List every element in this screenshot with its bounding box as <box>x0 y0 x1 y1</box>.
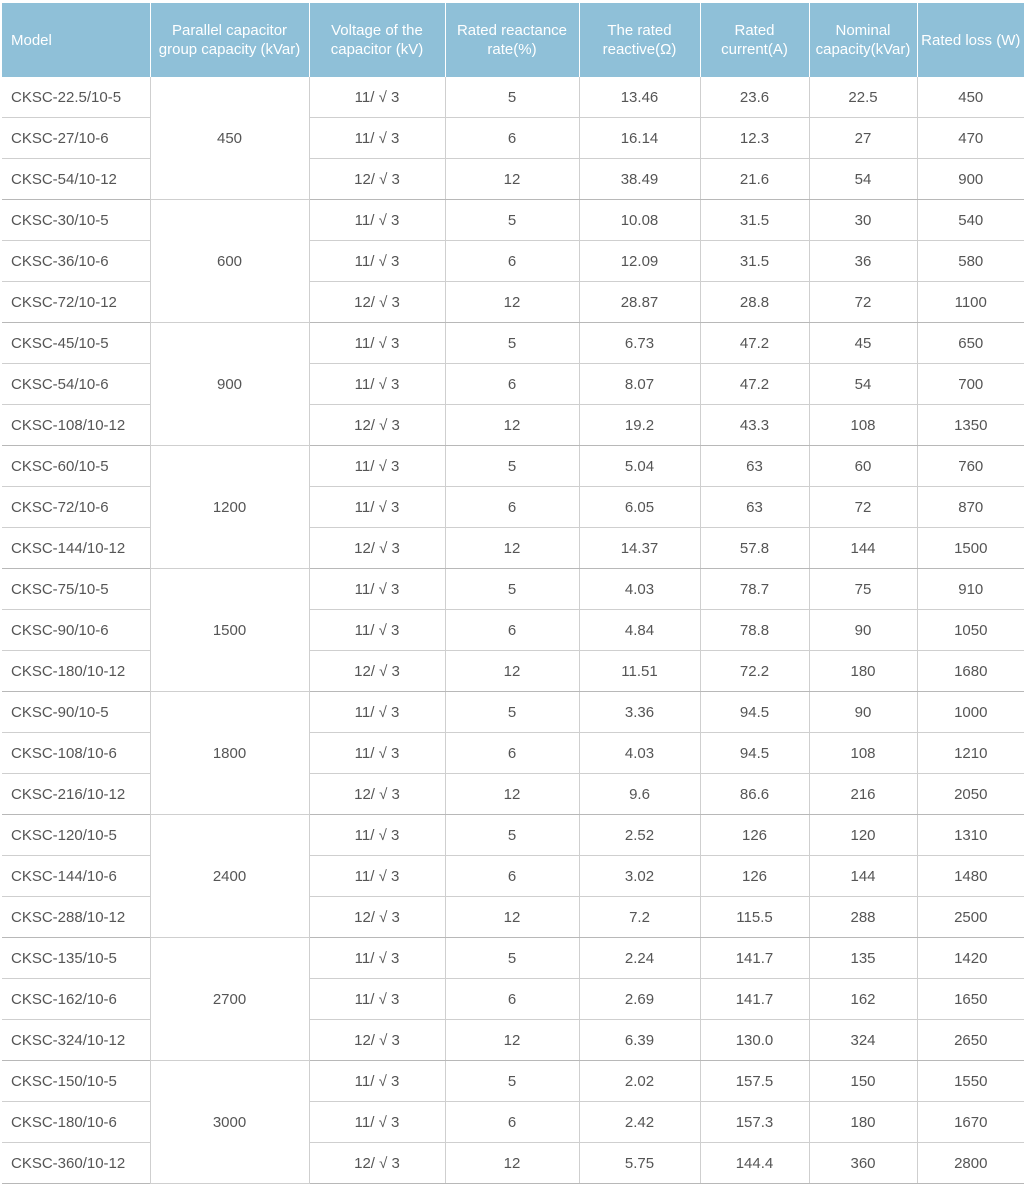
cell-rated-reactive: 2.69 <box>579 979 700 1020</box>
cell-rated-loss: 2650 <box>917 1020 1024 1061</box>
cell-rated-reactive: 16.14 <box>579 118 700 159</box>
cell-model: CKSC-75/10-5 <box>2 569 150 610</box>
table-row <box>2 323 1024 364</box>
cell-rated-reactive: 3.02 <box>579 856 700 897</box>
cell-reactance-rate: 6 <box>445 364 579 405</box>
cell-rated-loss: 1420 <box>917 938 1024 979</box>
cell-model: CKSC-324/10-12 <box>2 1020 150 1061</box>
cell-voltage: 11/ √ 3 <box>309 856 445 897</box>
cell-parallel-capacity: 1800 <box>150 692 309 815</box>
cell-rated-loss: 1310 <box>917 815 1024 856</box>
cell-reactance-rate: 5 <box>445 692 579 733</box>
cell-model: CKSC-120/10-5 <box>2 815 150 856</box>
cell-voltage: 11/ √ 3 <box>309 938 445 979</box>
cell-reactance-rate: 12 <box>445 1020 579 1061</box>
cell-voltage: 12/ √ 3 <box>309 405 445 446</box>
cell-voltage: 12/ √ 3 <box>309 159 445 200</box>
table-row <box>2 200 1024 241</box>
table-row <box>2 938 1024 979</box>
table-row <box>2 692 1024 733</box>
cell-reactance-rate: 12 <box>445 651 579 692</box>
cell-voltage: 11/ √ 3 <box>309 815 445 856</box>
cell-rated-current: 126 <box>700 815 809 856</box>
cell-rated-current: 12.3 <box>700 118 809 159</box>
cell-rated-current: 78.8 <box>700 610 809 651</box>
cell-rated-reactive: 4.03 <box>579 733 700 774</box>
cell-rated-loss: 870 <box>917 487 1024 528</box>
cell-nominal-capacity: 216 <box>809 774 917 815</box>
cell-rated-current: 43.3 <box>700 405 809 446</box>
cell-rated-loss: 1650 <box>917 979 1024 1020</box>
header-rated-loss: Rated loss (W) <box>917 3 1024 77</box>
cell-nominal-capacity: 90 <box>809 692 917 733</box>
cell-nominal-capacity: 324 <box>809 1020 917 1061</box>
cell-reactance-rate: 5 <box>445 200 579 241</box>
cell-reactance-rate: 6 <box>445 1102 579 1143</box>
cell-rated-loss: 1480 <box>917 856 1024 897</box>
cell-rated-current: 126 <box>700 856 809 897</box>
cell-model: CKSC-288/10-12 <box>2 897 150 938</box>
cell-rated-reactive: 8.07 <box>579 364 700 405</box>
cell-rated-current: 47.2 <box>700 364 809 405</box>
cell-voltage: 12/ √ 3 <box>309 528 445 569</box>
cell-rated-loss: 580 <box>917 241 1024 282</box>
cell-rated-reactive: 11.51 <box>579 651 700 692</box>
cell-voltage: 11/ √ 3 <box>309 200 445 241</box>
spec-table-container <box>2 3 1024 1184</box>
cell-voltage: 12/ √ 3 <box>309 282 445 323</box>
cell-rated-current: 78.7 <box>700 569 809 610</box>
cell-rated-current: 21.6 <box>700 159 809 200</box>
cell-rated-reactive: 7.2 <box>579 897 700 938</box>
cell-model: CKSC-45/10-5 <box>2 323 150 364</box>
cell-reactance-rate: 12 <box>445 282 579 323</box>
cell-rated-loss: 1550 <box>917 1061 1024 1102</box>
header-rated-reactive: The rated reactive(Ω) <box>579 3 700 77</box>
cell-rated-loss: 1050 <box>917 610 1024 651</box>
cell-reactance-rate: 5 <box>445 815 579 856</box>
cell-rated-reactive: 3.36 <box>579 692 700 733</box>
cell-rated-reactive: 38.49 <box>579 159 700 200</box>
cell-parallel-capacity: 1200 <box>150 446 309 569</box>
cell-rated-reactive: 4.03 <box>579 569 700 610</box>
cell-nominal-capacity: 108 <box>809 733 917 774</box>
cell-rated-reactive: 12.09 <box>579 241 700 282</box>
cell-nominal-capacity: 288 <box>809 897 917 938</box>
cell-nominal-capacity: 54 <box>809 159 917 200</box>
cell-model: CKSC-144/10-6 <box>2 856 150 897</box>
cell-parallel-capacity: 600 <box>150 200 309 323</box>
cell-model: CKSC-27/10-6 <box>2 118 150 159</box>
cell-rated-current: 63 <box>700 446 809 487</box>
cell-nominal-capacity: 180 <box>809 1102 917 1143</box>
table-row <box>2 77 1024 118</box>
cell-rated-current: 23.6 <box>700 77 809 118</box>
cell-rated-loss: 650 <box>917 323 1024 364</box>
cell-rated-reactive: 28.87 <box>579 282 700 323</box>
cell-nominal-capacity: 72 <box>809 487 917 528</box>
table-row <box>2 569 1024 610</box>
cell-voltage: 11/ √ 3 <box>309 692 445 733</box>
cell-rated-current: 130.0 <box>700 1020 809 1061</box>
cell-rated-reactive: 2.52 <box>579 815 700 856</box>
cell-voltage: 11/ √ 3 <box>309 487 445 528</box>
cell-rated-reactive: 6.05 <box>579 487 700 528</box>
cell-nominal-capacity: 75 <box>809 569 917 610</box>
cell-voltage: 11/ √ 3 <box>309 77 445 118</box>
cell-model: CKSC-60/10-5 <box>2 446 150 487</box>
cell-rated-reactive: 6.39 <box>579 1020 700 1061</box>
cell-model: CKSC-36/10-6 <box>2 241 150 282</box>
cell-rated-loss: 1210 <box>917 733 1024 774</box>
cell-rated-loss: 450 <box>917 77 1024 118</box>
cell-parallel-capacity: 2400 <box>150 815 309 938</box>
cell-voltage: 11/ √ 3 <box>309 364 445 405</box>
header-rated-current: Rated current(A) <box>700 3 809 77</box>
header-nominal-capacity: Nominal capacity(kVar) <box>809 3 917 77</box>
cell-nominal-capacity: 162 <box>809 979 917 1020</box>
cell-reactance-rate: 5 <box>445 1061 579 1102</box>
cell-voltage: 11/ √ 3 <box>309 118 445 159</box>
cell-voltage: 12/ √ 3 <box>309 774 445 815</box>
cell-rated-loss: 1000 <box>917 692 1024 733</box>
cell-nominal-capacity: 180 <box>809 651 917 692</box>
cell-rated-current: 31.5 <box>700 200 809 241</box>
cell-nominal-capacity: 22.5 <box>809 77 917 118</box>
cell-nominal-capacity: 30 <box>809 200 917 241</box>
cell-rated-current: 28.8 <box>700 282 809 323</box>
cell-model: CKSC-30/10-5 <box>2 200 150 241</box>
cell-rated-current: 115.5 <box>700 897 809 938</box>
cell-model: CKSC-180/10-12 <box>2 651 150 692</box>
cell-rated-loss: 760 <box>917 446 1024 487</box>
cell-rated-current: 157.3 <box>700 1102 809 1143</box>
cell-rated-reactive: 14.37 <box>579 528 700 569</box>
table-row <box>2 446 1024 487</box>
cell-voltage: 11/ √ 3 <box>309 1061 445 1102</box>
cell-rated-loss: 2050 <box>917 774 1024 815</box>
cell-parallel-capacity: 450 <box>150 77 309 200</box>
cell-rated-loss: 1680 <box>917 651 1024 692</box>
cell-rated-reactive: 5.75 <box>579 1143 700 1184</box>
reactor-spec-table <box>2 3 1024 1184</box>
cell-reactance-rate: 6 <box>445 241 579 282</box>
cell-voltage: 12/ √ 3 <box>309 1020 445 1061</box>
cell-model: CKSC-144/10-12 <box>2 528 150 569</box>
cell-rated-loss: 2800 <box>917 1143 1024 1184</box>
header-model: Model <box>2 3 150 77</box>
cell-rated-loss: 910 <box>917 569 1024 610</box>
cell-nominal-capacity: 54 <box>809 364 917 405</box>
cell-reactance-rate: 6 <box>445 856 579 897</box>
cell-reactance-rate: 5 <box>445 938 579 979</box>
cell-model: CKSC-54/10-12 <box>2 159 150 200</box>
cell-model: CKSC-150/10-5 <box>2 1061 150 1102</box>
cell-model: CKSC-162/10-6 <box>2 979 150 1020</box>
cell-rated-current: 144.4 <box>700 1143 809 1184</box>
cell-rated-current: 141.7 <box>700 938 809 979</box>
cell-rated-loss: 540 <box>917 200 1024 241</box>
cell-voltage: 11/ √ 3 <box>309 569 445 610</box>
cell-reactance-rate: 6 <box>445 979 579 1020</box>
cell-rated-reactive: 10.08 <box>579 200 700 241</box>
cell-model: CKSC-22.5/10-5 <box>2 77 150 118</box>
cell-nominal-capacity: 60 <box>809 446 917 487</box>
cell-rated-reactive: 9.6 <box>579 774 700 815</box>
cell-parallel-capacity: 1500 <box>150 569 309 692</box>
cell-nominal-capacity: 150 <box>809 1061 917 1102</box>
cell-nominal-capacity: 72 <box>809 282 917 323</box>
cell-nominal-capacity: 90 <box>809 610 917 651</box>
cell-model: CKSC-54/10-6 <box>2 364 150 405</box>
cell-parallel-capacity: 3000 <box>150 1061 309 1184</box>
cell-rated-loss: 700 <box>917 364 1024 405</box>
cell-reactance-rate: 5 <box>445 77 579 118</box>
cell-model: CKSC-360/10-12 <box>2 1143 150 1184</box>
cell-voltage: 12/ √ 3 <box>309 1143 445 1184</box>
cell-reactance-rate: 6 <box>445 118 579 159</box>
cell-rated-reactive: 2.24 <box>579 938 700 979</box>
cell-voltage: 11/ √ 3 <box>309 446 445 487</box>
cell-rated-loss: 470 <box>917 118 1024 159</box>
cell-rated-current: 47.2 <box>700 323 809 364</box>
cell-rated-current: 31.5 <box>700 241 809 282</box>
cell-model: CKSC-72/10-12 <box>2 282 150 323</box>
cell-reactance-rate: 12 <box>445 528 579 569</box>
cell-nominal-capacity: 108 <box>809 405 917 446</box>
cell-rated-loss: 1670 <box>917 1102 1024 1143</box>
cell-voltage: 11/ √ 3 <box>309 733 445 774</box>
cell-nominal-capacity: 144 <box>809 528 917 569</box>
header-parallel-capacity: Parallel capacitor group capacity (kVar) <box>150 3 309 77</box>
cell-rated-current: 86.6 <box>700 774 809 815</box>
cell-reactance-rate: 5 <box>445 569 579 610</box>
cell-rated-current: 57.8 <box>700 528 809 569</box>
cell-rated-reactive: 2.02 <box>579 1061 700 1102</box>
cell-reactance-rate: 5 <box>445 323 579 364</box>
cell-model: CKSC-108/10-12 <box>2 405 150 446</box>
cell-nominal-capacity: 27 <box>809 118 917 159</box>
cell-rated-loss: 1350 <box>917 405 1024 446</box>
cell-nominal-capacity: 135 <box>809 938 917 979</box>
cell-model: CKSC-90/10-5 <box>2 692 150 733</box>
cell-nominal-capacity: 36 <box>809 241 917 282</box>
cell-rated-loss: 1100 <box>917 282 1024 323</box>
cell-model: CKSC-135/10-5 <box>2 938 150 979</box>
cell-reactance-rate: 6 <box>445 733 579 774</box>
cell-nominal-capacity: 360 <box>809 1143 917 1184</box>
cell-voltage: 12/ √ 3 <box>309 651 445 692</box>
cell-reactance-rate: 12 <box>445 774 579 815</box>
cell-voltage: 11/ √ 3 <box>309 323 445 364</box>
cell-rated-current: 141.7 <box>700 979 809 1020</box>
table-row <box>2 815 1024 856</box>
cell-rated-current: 157.5 <box>700 1061 809 1102</box>
cell-voltage: 11/ √ 3 <box>309 1102 445 1143</box>
header-row <box>2 3 1024 77</box>
cell-voltage: 12/ √ 3 <box>309 897 445 938</box>
cell-rated-current: 94.5 <box>700 692 809 733</box>
cell-rated-current: 63 <box>700 487 809 528</box>
cell-rated-reactive: 4.84 <box>579 610 700 651</box>
cell-reactance-rate: 5 <box>445 446 579 487</box>
cell-rated-reactive: 5.04 <box>579 446 700 487</box>
cell-rated-reactive: 19.2 <box>579 405 700 446</box>
table-body <box>2 77 1024 1184</box>
cell-reactance-rate: 12 <box>445 405 579 446</box>
cell-rated-loss: 900 <box>917 159 1024 200</box>
cell-rated-reactive: 13.46 <box>579 77 700 118</box>
header-voltage: Voltage of the capacitor (kV) <box>309 3 445 77</box>
cell-rated-current: 94.5 <box>700 733 809 774</box>
table-row <box>2 1061 1024 1102</box>
cell-parallel-capacity: 900 <box>150 323 309 446</box>
table-header <box>2 3 1024 77</box>
cell-nominal-capacity: 144 <box>809 856 917 897</box>
cell-rated-loss: 2500 <box>917 897 1024 938</box>
cell-voltage: 11/ √ 3 <box>309 241 445 282</box>
cell-rated-loss: 1500 <box>917 528 1024 569</box>
cell-model: CKSC-90/10-6 <box>2 610 150 651</box>
cell-rated-reactive: 6.73 <box>579 323 700 364</box>
cell-reactance-rate: 6 <box>445 487 579 528</box>
cell-nominal-capacity: 45 <box>809 323 917 364</box>
cell-reactance-rate: 12 <box>445 159 579 200</box>
cell-model: CKSC-216/10-12 <box>2 774 150 815</box>
cell-rated-current: 72.2 <box>700 651 809 692</box>
cell-voltage: 11/ √ 3 <box>309 610 445 651</box>
header-reactance-rate: Rated reactance rate(%) <box>445 3 579 77</box>
cell-model: CKSC-72/10-6 <box>2 487 150 528</box>
cell-model: CKSC-108/10-6 <box>2 733 150 774</box>
cell-voltage: 11/ √ 3 <box>309 979 445 1020</box>
cell-reactance-rate: 12 <box>445 1143 579 1184</box>
cell-model: CKSC-180/10-6 <box>2 1102 150 1143</box>
cell-nominal-capacity: 120 <box>809 815 917 856</box>
cell-rated-reactive: 2.42 <box>579 1102 700 1143</box>
cell-parallel-capacity: 2700 <box>150 938 309 1061</box>
cell-reactance-rate: 6 <box>445 610 579 651</box>
cell-reactance-rate: 12 <box>445 897 579 938</box>
